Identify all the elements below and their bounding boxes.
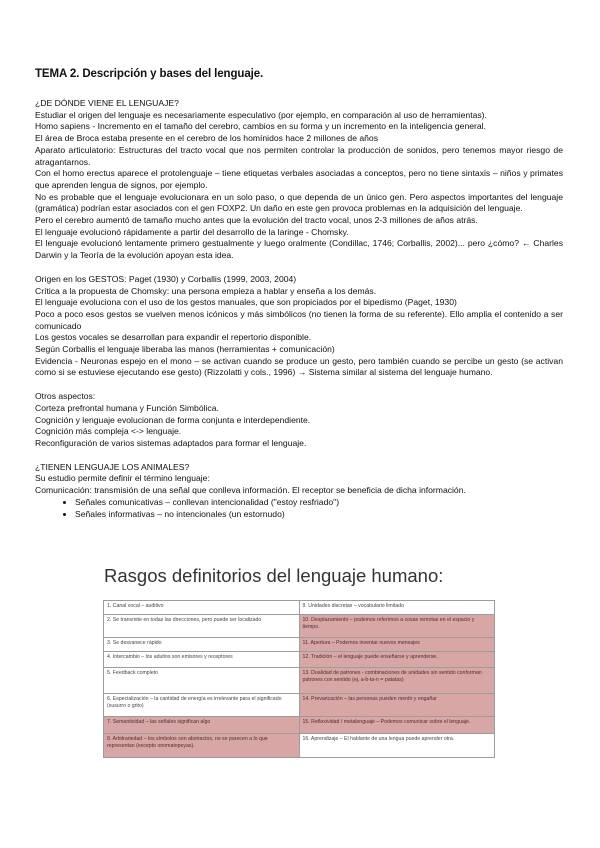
paragraph: Crítica a la propuesta de Chomsky: una persona empieza a hablar y enseña a los demás. — [35, 285, 377, 296]
paragraph: Poco a poco esos gestos se vuelven menos icónicos y más simbólicos (no tienen la forma de su referente). Ello amplia el contenido a ser comunicado — [35, 308, 563, 331]
paragraph: Evidencia - Neuronas espejo en el mono – se activan cuando se produce un gesto, pero también cuando se percibe un gesto (se activan como si se estuviese ejecutando ese gesto) (Rizzolatti y cols., 1996) → Sistema similar al sistema del lenguaje humano. — [35, 355, 563, 378]
trait-cell-left: 1. Canal vocal – auditivo — [104, 601, 300, 615]
paragraph: Pero el cerebro aumentó de tamaño mucho antes que la evolución del tracto vocal, unos 2-3 millones de años atrás. — [35, 215, 478, 226]
table-row — [104, 734, 495, 758]
section-other-aspects — [35, 391, 563, 450]
paragraph: Comunicación: transmisión de una señal que conlleva información. El receptor se beneficia de dicha información. — [35, 485, 466, 496]
table-row — [104, 601, 495, 615]
document-title: TEMA 2. Descripción y bases del lenguaje. — [35, 68, 264, 80]
section-heading: Otros aspectos: — [35, 391, 96, 402]
table-row — [104, 717, 495, 734]
list-item: • Señales comunicativas – conllevan intencionalidad ("estoy resfriado") — [75, 497, 563, 509]
trait-cell-right: 15. Reflexividad / metalenguaje – Podemos comunicar sobre el lenguaje. — [299, 717, 495, 734]
trait-cell-left: 3. Se desvanece rápido — [104, 638, 300, 652]
figure-title: Rasgos definitorios del lenguaje humano: — [104, 565, 444, 586]
table-row — [104, 694, 495, 717]
bullet-list — [35, 497, 563, 520]
table-row — [104, 668, 495, 694]
paragraph: Según Corballis el lenguaje liberaba las manos (herramientas + comunicación) — [35, 344, 335, 355]
trait-cell-left: 6. Especialización – la cantidad de energía es irrelevante para el significado (susurro o grito) — [104, 694, 300, 717]
trait-cell-right: 12. Tradición – el lenguaje puede enseñarse y aprenderse. — [299, 652, 495, 668]
paragraph: No es probable que el lenguaje evolucionara en un solo paso, o que dependa de un único gen. Pero aspectos importantes del lenguaje (gramática) podrían estar asociados con el gen FOXP2. Un daño en este gen provoca problemas en la adquisición del lenguaje. — [35, 191, 563, 214]
figure-language-traits — [101, 562, 497, 841]
trait-cell-right: 13. Dualidad de patrones - combinaciones de unidades sin sentido conforman patrones con sentido (ej. a-b-ta-n = patatas) — [299, 668, 495, 694]
paragraph: Corteza prefrontal humana y Función Simbólica. — [35, 402, 219, 413]
trait-cell-left: 2. Se transmite en todas las direcciones, pero puede ser localizado — [104, 615, 300, 638]
paragraph: Cognición y lenguaje evolucionan de forma conjunta e interdependiente. — [35, 414, 311, 425]
paragraph: Su estudio permite definir el término lenguaje: — [35, 473, 210, 484]
table-row — [104, 638, 495, 652]
paragraph: Estudiar el origen del lenguaje es necesariamente especulativo (por ejemplo, en comparación al uso de herramientas). — [35, 109, 487, 120]
trait-cell-left: 8. Arbitrariedad – los símbolos son abstractos, no se parecen a lo que representan (excepto onomatopeyas). — [104, 734, 300, 758]
paragraph: El área de Broca estaba presente en el cerebro de los homínidos hace 2 millones de años — [35, 133, 379, 144]
trait-cell-left: 4. Intercambio – los adultos son emisores y receptores — [104, 652, 300, 668]
paragraph: Con el homo erectus aparece el protolenguaje – tiene etiquetas verbales asociadas a conceptos, pero no tiene sintaxis – niños y primates que aprenden lengua de signos, por ejemplo. — [35, 168, 563, 190]
paragraph: El lenguaje evolucionó lentamente primero gestualmente y luego oralmente (Condillac, 1746; Corballis, 2002)... pero ¿cómo? ← Charles Darwin y la Teoría de la evolución apoyan esta idea. — [35, 238, 563, 261]
trait-cell-right: 16. Aprendizaje – El hablante de una lengua puede aprender otra. — [299, 734, 495, 758]
table-row — [104, 652, 495, 668]
paragraph: Homo sapiens - Incremento en el tamaño del cerebro, cambios en su forma y un incremento en la inteligencia general. — [35, 121, 486, 132]
trait-cell-right: 9. Unidades discretas – vocabulario limitado — [299, 601, 495, 615]
section-gestures — [35, 274, 563, 379]
section-origin — [35, 98, 563, 262]
trait-cell-left: 7. Semanticidad – las señales significan algo — [104, 717, 300, 734]
document-page — [35, 68, 563, 520]
trait-cell-right: 14. Prevaricación – las personas pueden mentir y engañar — [299, 694, 495, 717]
section-heading: Origen en los GESTOS: Paget (1930) y Corballis (1999, 2003, 2004) — [35, 273, 297, 284]
list-item: • Señales informativas – no intencionales (un estornudo) — [75, 509, 563, 521]
trait-cell-right: 10. Desplazamiento – podemos referirnos a cosas remotas en el espacio y tiempo. — [299, 615, 495, 638]
paragraph: Reconfiguración de varios sistemas adaptados para formar el lenguaje. — [35, 437, 307, 448]
section-heading: ¿TIENEN LENGUAJE LOS ANIMALES? — [35, 461, 190, 472]
paragraph: Cognición más compleja <-> lenguaje. — [35, 426, 182, 437]
section-animals — [35, 462, 563, 521]
paragraph: El lenguaje evoluciona con el uso de los gestos manuales, que son propiciados por el bipedismo (Paget, 1930) — [35, 297, 457, 308]
trait-cell-left: 5. Feedback completo — [104, 668, 300, 694]
section-heading: ¿DE DÓNDE VIENE EL LENGUAJE? — [35, 98, 179, 108]
paragraph: Aparato articulatorio: Estructuras del tracto vocal que nos permiten controlar la producción de sonidos, pero tenemos mayor riesgo de atragantarnos. — [35, 144, 563, 167]
trait-cell-right: 11. Apertura – Podemos inventar nuevos mensajes — [299, 638, 495, 652]
table-row — [104, 615, 495, 638]
paragraph: El lenguaje evolucionó rápidamente a partir del desarrollo de la laringe - Chomsky. — [35, 226, 349, 237]
traits-table — [103, 600, 495, 758]
paragraph: Los gestos vocales se desarrollan para expandir el repertorio disponible. — [35, 332, 312, 343]
